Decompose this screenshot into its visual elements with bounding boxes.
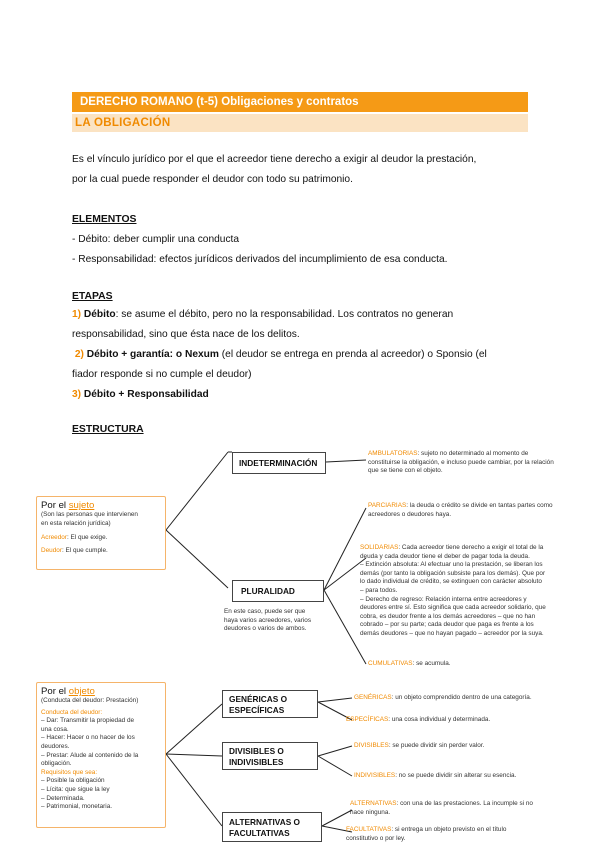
etapa-2: 2) Débito + garantía: o Nexum (el deudor se entrega en prenda al acreedor) o Sponsio (el	[74, 349, 487, 360]
etapa-1: 1) Débito: se asume el débito, pero no la responsabilidad. Los contratos no generan	[72, 309, 454, 320]
objeto-title: Por el objeto	[41, 686, 95, 697]
elementos-heading: ELEMENTOS	[72, 214, 137, 225]
estructura-heading: ESTRUCTURA	[72, 424, 144, 435]
sujeto-title: Por el sujeto	[41, 500, 95, 511]
indivisibles-desc: INDIVISIBLES: no se puede dividir sin alterar su esencia.	[354, 772, 517, 779]
ambulatorias-desc: AMBULATORIAS: sujeto no determinado al momento de constituirse la obligación, e incluso puede cambiar, por la relación que se tiene con el objeto.	[368, 450, 554, 475]
sujeto-deudor: Deudor: El que cumple.	[41, 546, 108, 554]
parciarias-desc: PARCIARIAS: la deuda o crédito se divide en tantas partes como acreedores o deudores haya.	[368, 502, 553, 518]
objeto-panel: Por el objeto (Conducta del deudor: Prestación) Conducta del deudor: – Dar: Transmitir la propiedad de una cosa. – Hacer: Hacer o no hacer de los deudores. – Prestar: Alude al contenido de la obligación. Requisitos que sea: – Posible la obligación – Lícita: que sigue la ley – Determinada. – Patrimonial, monetaria.	[36, 682, 166, 828]
alternativas-desc: ALTERNATIVAS: con una de las prestaciones. La incumple si no hace ninguna.	[350, 800, 533, 816]
genericas-box: GENÉRICAS O ESPECÍFICAS	[222, 690, 318, 718]
facultativas-desc: FACULTATIVAS: si entrega un objeto previsto en el título constitutivo o por ley.	[346, 826, 507, 842]
pluralidad-box: PLURALIDAD	[232, 580, 324, 602]
intro-line-2: por la cual puede responder el deudor con todo su patrimonio.	[72, 174, 353, 185]
etapa-2-cont: fiador responde si no cumple el deudor)	[72, 369, 252, 380]
especificas-desc: ESPECÍFICAS: una cosa individual y determinada.	[346, 716, 491, 723]
etapa-3: 3) Débito + Responsabilidad	[72, 389, 209, 400]
sujeto-desc: en esta relación jurídica)	[41, 519, 111, 527]
sujeto-desc: (Son las personas que intervienen	[41, 511, 138, 518]
divisibles-box: DIVISIBLES O INDIVISIBLES	[222, 742, 318, 770]
genericas-desc: GENÉRICAS: un objeto comprendido dentro de una categoría.	[354, 694, 532, 701]
sujeto-panel	[36, 496, 166, 570]
indeterminacion-box: INDETERMINACIÓN	[232, 452, 326, 474]
divisibles-desc: DIVISIBLES: se puede dividir sin perder valor.	[354, 742, 485, 749]
intro-line-1: Es el vínculo jurídico por el que el acreedor tiene derecho a exigir al deudor la prestación,	[72, 154, 477, 165]
document-title: DERECHO ROMANO (t-5) Obligaciones y contratos	[80, 96, 359, 108]
sujeto-acreedor: Acreedor: El que exige.	[41, 534, 108, 542]
section-subtitle: LA OBLIGACIÓN	[75, 117, 171, 129]
alternativas-box: ALTERNATIVAS O FACULTATIVAS	[222, 812, 322, 842]
elementos-item: - Responsabilidad: efectos jurídicos derivados del incumplimiento de esa conducta.	[72, 254, 448, 265]
etapa-1-cont: responsabilidad, sino que ésta nace de los delitos.	[72, 329, 300, 340]
cumulativas-desc: CUMULATIVAS: se acumula.	[368, 660, 451, 667]
etapas-heading: ETAPAS	[72, 291, 113, 302]
elementos-item: - Débito: deber cumplir una conducta	[72, 234, 240, 245]
solidarias-desc: SOLIDARIAS: Cada acreedor tiene derecho a exigir el total de la deuda y cada deudor tiene el deber de pagar toda la deuda. – Extinción absoluta: Al efectuar uno la prestación, se liberan los demás (por tanto la obligación subsiste para los demás). Que por lo dado individual de crédito, se extinguen con carácter absoluto – para todos. – Derecho de regreso: Relación interna entre acreedores y deudores entre sí. Esto significa que cada acreedor solidario, que cobra, es deudor frente a los demás acreedores – que no han cobrado – por su parte; cada deudor que paga es frente a los demás deudores – que no hayan pagado – acreedor por la suya.	[360, 544, 546, 637]
pluralidad-note: En este caso, puede ser que haya varios acreedores, varios deudores o varios de ambos.	[224, 608, 312, 633]
